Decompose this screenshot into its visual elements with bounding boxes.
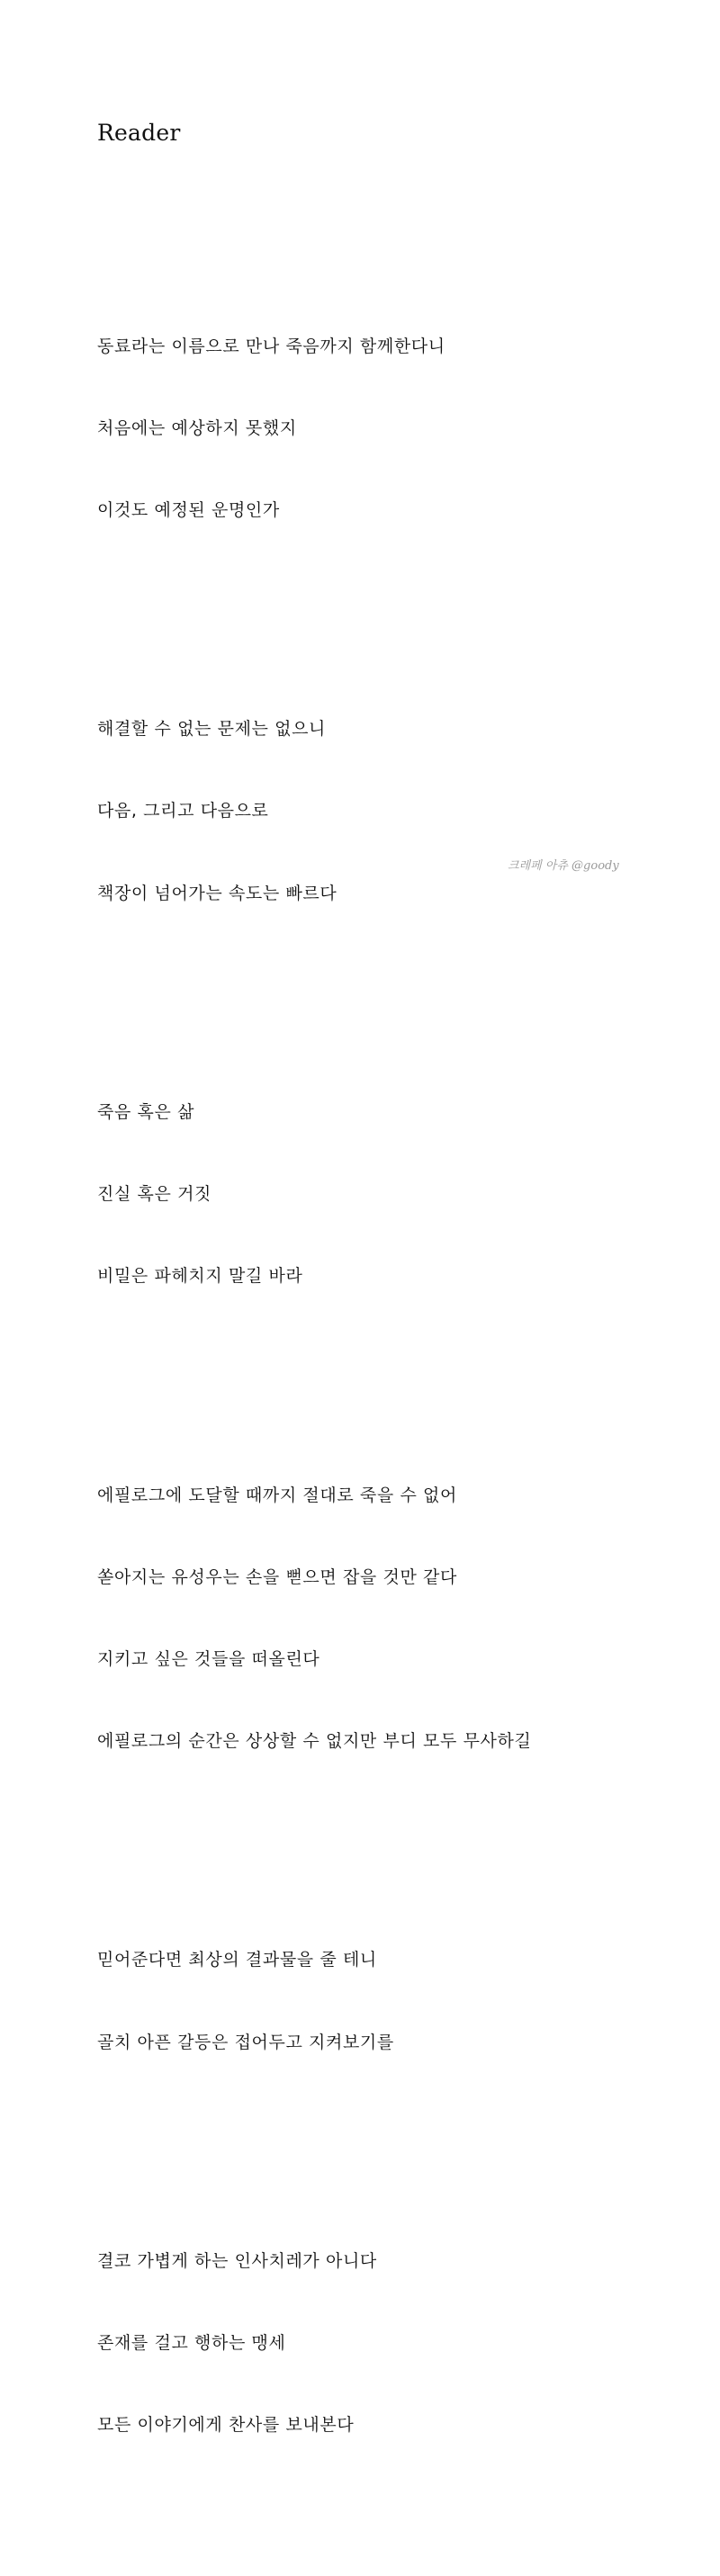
poem-line: 동료라는 이름으로 만나 죽음까지 함께한다니 [97,336,446,356]
poem-line: 처음에는 예상하지 못했지 [97,417,297,438]
poem-line: 다음, 그리고 다음으로 [97,801,269,821]
poem-line: 죽음 혹은 삶 [97,1101,195,1122]
poem-line: 에필로그에 도달할 때까지 절대로 죽을 수 없어 [97,1485,457,1505]
stanza-2 [97,660,531,961]
poem-line: 지키고 싶은 것들을 떠올린다 [97,1648,320,1669]
poem-line: 비밀은 파헤치지 말길 바라 [97,1266,303,1287]
poem-line: 결코 가볍게 하는 인사치레가 아니다 [97,2250,377,2271]
poem-line: 이것도 예정된 운명인가 [97,500,280,521]
stanza-5 [97,1892,531,2111]
poem-line: 진실 혹은 거짓 [97,1184,212,1205]
poem-line: 믿어준다면 최상의 결과물을 줄 테니 [97,1950,377,1970]
stanza-4 [97,1427,531,1810]
poem-line: 에필로그의 순간은 상상할 수 없지만 부디 모두 무사하길 [97,1731,532,1752]
poem-line: 존재를 걸고 행하는 맹세 [97,2332,286,2353]
poem-line: 책장이 넘어가는 속도는 빠르다 [97,883,338,903]
poem-line: 모든 이야기에게 찬사를 보내본다 [97,2415,355,2436]
poem-line: 해결할 수 없는 문제는 없으니 [97,719,327,740]
poem-body [97,223,531,2576]
poem-title: Reader [97,120,181,146]
stanza-6 [97,2193,531,2493]
stanza-1 [97,278,531,579]
poem-line: 골치 아픈 갈등은 접어두고 지켜보기를 [97,2032,394,2052]
stanza-3 [97,1044,531,1344]
poem-line: 쏟아지는 유성우는 손을 뻗으면 잡을 것만 같다 [97,1566,457,1587]
author-credit: 크레페 아츄 @goody [508,859,619,873]
